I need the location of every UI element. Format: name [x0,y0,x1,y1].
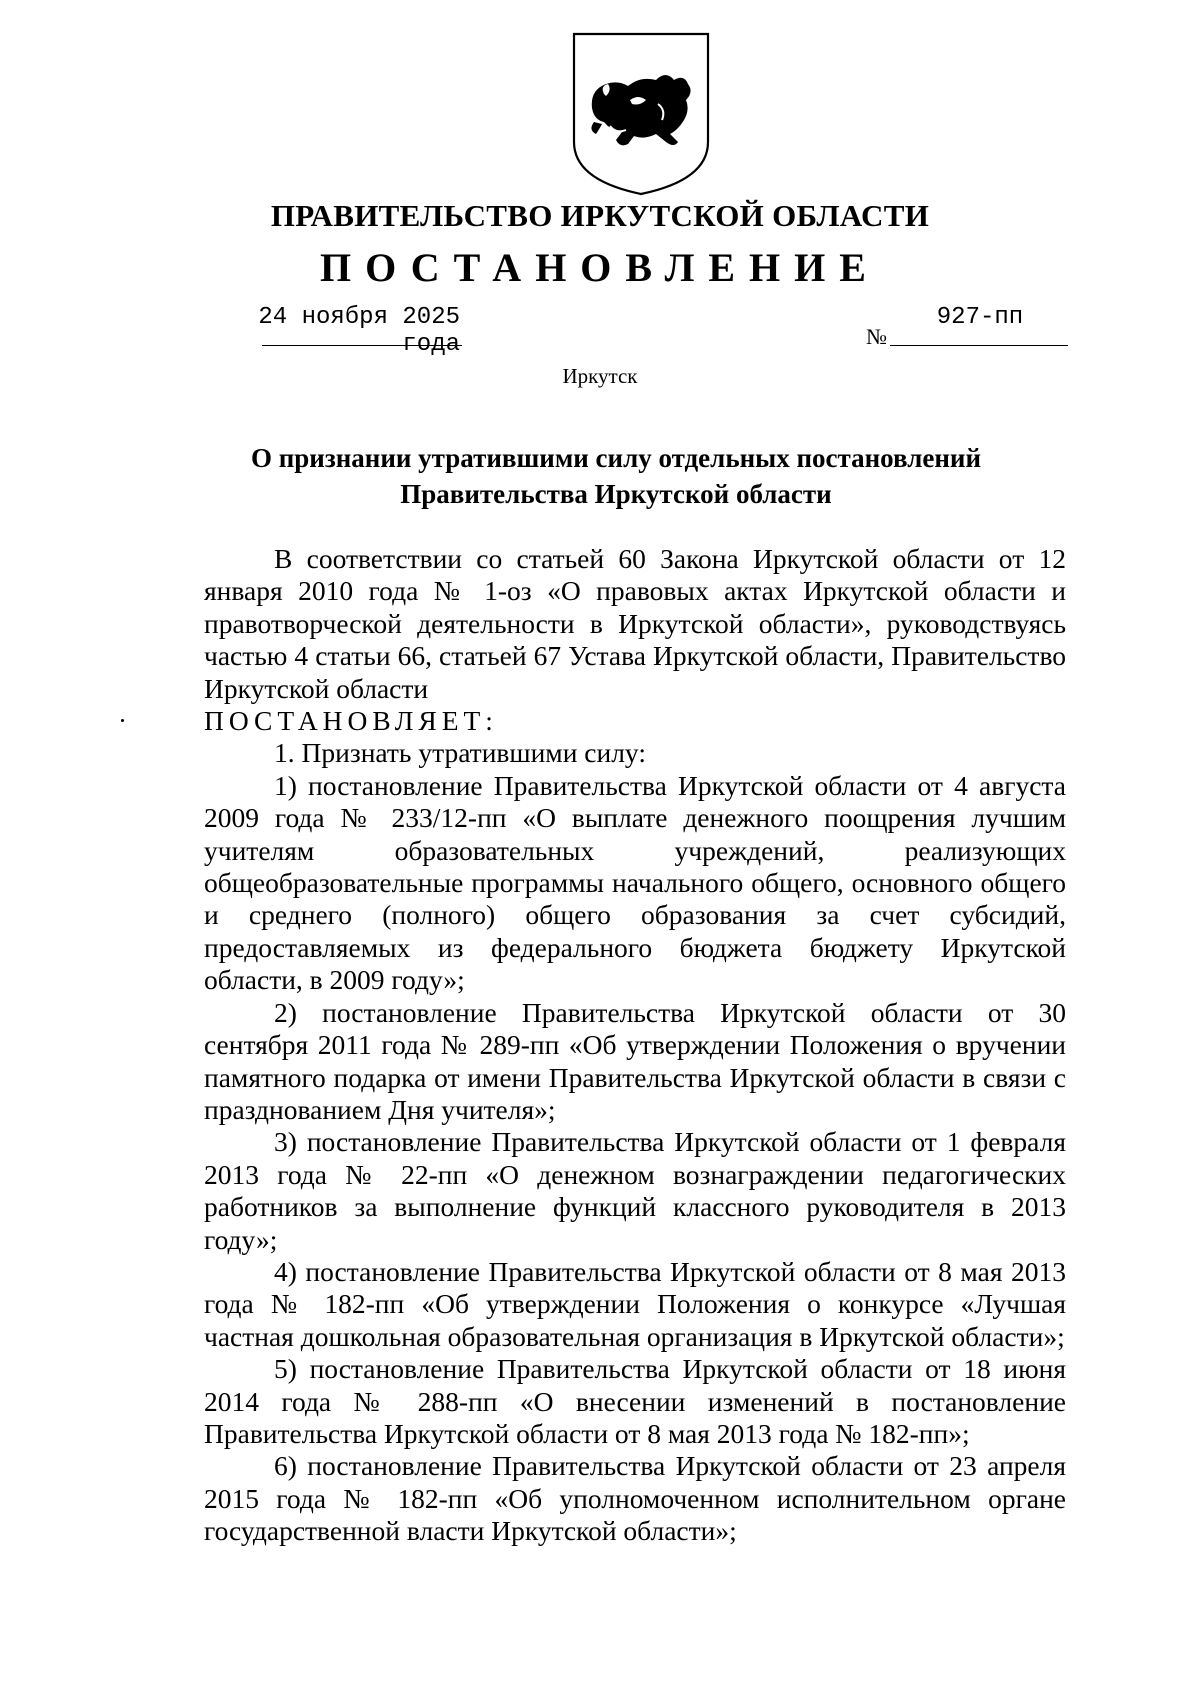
organization-name: ПРАВИТЕЛЬСТВО ИРКУТСКОЙ ОБЛАСТИ [270,198,930,233]
list-item: 6) постановление Правительства Иркутской области от 23 апреля 2015 года № 182-пп «Об уполномоченном исполнительном органе государственной власти Иркутской области»; [204,1450,1066,1547]
irkutsk-coat-of-arms-icon [570,30,712,198]
margin-dot [121,719,124,722]
document-title [200,440,1032,512]
title-line-2: Правительства Иркутской области [400,479,832,509]
date-underline [262,345,462,346]
number-underline [890,345,1068,346]
point-1: 1. Признать утратившими силу: [274,737,646,769]
title-line-1: О признании утратившими силу отдельных постановлений [250,443,982,473]
document-body [204,543,1066,1548]
document-date: 24 ноября 2025 года [258,304,460,358]
list-item: 3) постановление Правительства Иркутской области от 1 февраля 2013 года № 22-пп «О денежном вознаграждении педагогических работников за выполнение функций классного руководителя в 2013 году»; [204,1126,1066,1255]
number-sign: № [866,324,887,349]
list-item: 5) постановление Правительства Иркутской области от 18 июня 2014 года № 288-пп «О внесении изменений в постановление Правительства Иркутской области от 8 мая 2013 года № 182-пп»; [204,1353,1066,1449]
list-item: 1) постановление Правительства Иркутской области от 4 августа 2009 года № 233/12-пп «О выплате денежного поощрения лучшим учителям образовательных учреждений, реализующих общеобразовательные программы начального общего, основного общего и среднего (полного) общего образования за счет субсидий, предоставляемых из федерального бюджета бюджету Иркутской области, в 2009 году»; [204,769,1066,996]
preamble: В соответствии со статьей 60 Закона Иркутской области от 12 января 2010 года № 1-оз «О правовых актах Иркутской области и правотворческой деятельности в Иркутской области», руководствуясь частью 4 статьи 66, статьей 67 Устава Иркутской области, Правительство Иркутской области [204,543,1066,704]
city: Иркутск [562,364,638,388]
resolve-word: ПОСТАНОВЛЯЕТ: [204,705,498,737]
list-item: 2) постановление Правительства Иркутской области от 30 сентября 2011 года № 289-пп «Об утверждении Положения о вручении памятного подарка от имени Правительства Иркутской области в связи с празднованием Дня учителя»; [204,996,1066,1125]
document-number: 927-пп [936,304,1024,331]
document-type: ПОСТАНОВЛЕНИЕ [320,245,880,290]
list-item: 4) постановление Правительства Иркутской области от 8 мая 2013 года № 182-пп «Об утверждении Положения о конкурсе «Лучшая частная дошкольная образовательная организация в Иркутской области»; [204,1255,1066,1352]
